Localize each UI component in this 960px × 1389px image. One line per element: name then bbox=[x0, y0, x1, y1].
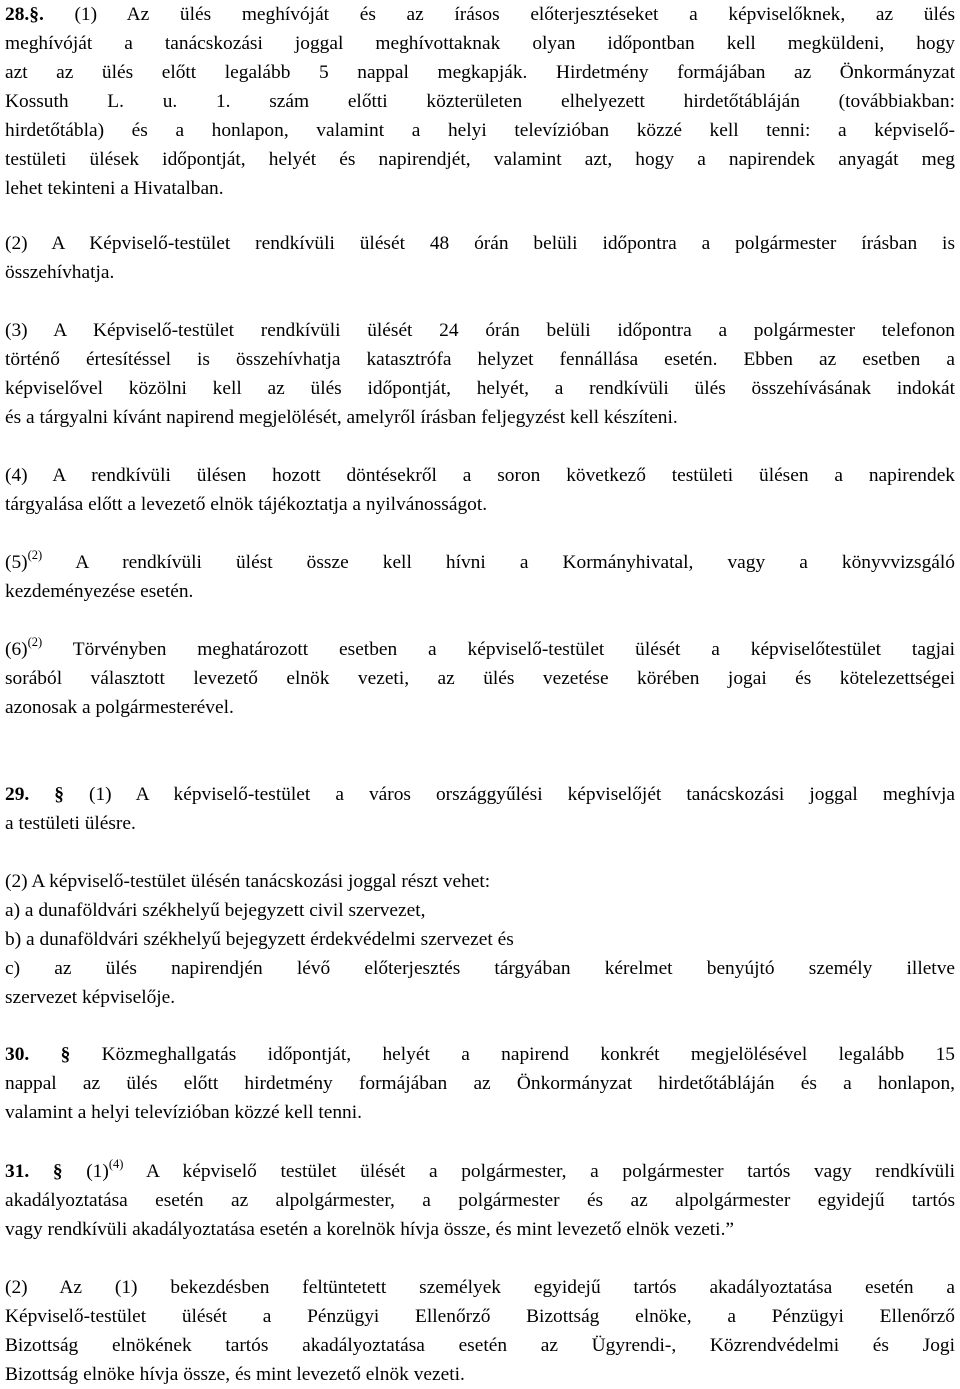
section-31-paragraph-2: (2) Az (1) bekezdésben feltüntetett személyek egyidejű tartós akadályoztatása esetén a Képviselő-testület ülését a Pénzügyi Ellenőrző Bizottság elnöke, a Pénzügyi Ellenőrző Bizottság elnökének tartós akadályoztatása esetén az Ügyrendi-, Közrendvédelmi és Jogi Bizottság elnöke hívja össze, és mint levezető elnök vezeti. bbox=[5, 1277, 955, 1385]
section-28-paragraph-4: (4) A rendkívüli ülésen hozott döntésekről a soron következő testületi ülésen a napirendek tárgyalása előtt a levezető elnök tájékoztatja a nyilvánosságot. bbox=[5, 465, 955, 515]
list-item: c) az ülés napirendjén lévő előterjesztés tárgyában kérelmet benyújtó személy illetve bbox=[5, 958, 955, 979]
section-sign: § bbox=[54, 784, 64, 805]
section-number: 30. bbox=[5, 1044, 30, 1065]
footnote-reference: (2) bbox=[27, 548, 43, 562]
section-sign: § bbox=[52, 1161, 63, 1182]
section-28-paragraph-6: $(6)^{(2)}$ Törvényben meghatározott esetben a képviselő-testület ülését a képviselőtestület tagjai sorából választott levezető elnök vezeti, az ülés vezetése körében jogai és kötelezettségei azonosak a polgármesterével. bbox=[5, 635, 955, 718]
list-item: a) a dunaföldvári székhelyű bejegyzett civil szervezet, bbox=[5, 900, 426, 921]
section-number: 31. bbox=[5, 1161, 30, 1182]
section-29-paragraph-2: (2) A képviselő-testület ülésén tanácskozási joggal részt vehet: a) a dunaföldvári székhelyű bejegyzett civil szervezet, b) a dunaföldvári székhelyű bejegyzett érdekvédelmi szervezet és c) az ülés napirendjén lévő előterjesztés tárgyában kérelmet benyújtó személy illetve szervezet képviselője. bbox=[5, 871, 955, 1008]
section-sign: §. bbox=[29, 4, 44, 25]
section-28-paragraph-1: 28.§. (1) Az ülés meghívóját és az írásos előterjesztéseket a képviselőknek, az ülés meghívóját a tanácskozási joggal meghívottaknak olyan időpontban kell megküldeni, hogy azt az ülés előtt legalább 5 nappal megkapják. Hirdetmény formájában az Önkormányzat Kossuth L. u. 1. szám előtti közterületen elhelyezett hirdetőtábláján (továbbiakban: hirdetőtábla) és a honlapon, valamint a helyi televízióban közzé kell tenni: a képviselő- testületi ülések időpontját, helyét és napirendjét, valamint azt, hogy a napirendek anyagát meg lehet tekinteni a Hivatalban. bbox=[5, 4, 955, 199]
section-28-paragraph-3: (3) A Képviselő-testület rendkívüli ülését 24 órán belüli időpontra a polgármester telefonon történő értesítéssel is összehívhatja katasztrófa helyzet fennállása esetén. Ebben az esetben a képviselővel közölni kell az ülés időpontját, helyét, a rendkívüli ülés összehívásának indokát és a tárgyalni kívánt napirend megjelölését, amelyről írásban feljegyzést kell készíteni. bbox=[5, 320, 955, 428]
list-item: b) a dunaföldvári székhelyű bejegyzett érdekvédelmi szervezet és bbox=[5, 929, 514, 950]
footnote-reference: (4) bbox=[108, 1157, 124, 1171]
section-28-paragraph-5: $(5)^{(2)}$ A rendkívüli ülést össze kell hívni a Kormányhivatal, vagy a könyvvizsgáló kezdeményezése esetén. bbox=[5, 548, 955, 602]
section-30: 30. § Közmeghallgatás időpontját, helyét a napirend konkrét megjelölésével legalább 15 nappal az ülés előtt hirdetmény formájában az Önkormányzat hirdetőtábláján és a honlapon, valamint a helyi televízióban közzé kell tenni. bbox=[5, 1044, 955, 1123]
section-29-paragraph-1: 29. § (1) A képviselő-testület a város országgyűlési képviselőjét tanácskozási joggal meghívja a testületi ülésre. bbox=[5, 784, 955, 834]
section-31-paragraph-1: 31. § $(1)^{(4)}$ A képviselő testület ülését a polgármester, a polgármester tartós vagy rendkívüli akadályoztatása esetén az alpolgármester, a polgármester és az alpolgármester egyidejű tartós vagy rendkívüli akadályoztatása esetén a korelnök hívja össze, és mint levezető elnök vezeti.” bbox=[5, 1157, 955, 1240]
section-sign: § bbox=[60, 1044, 71, 1065]
footnote-reference: (2) bbox=[27, 635, 43, 649]
section-number: 28. bbox=[5, 4, 30, 25]
section-number: 29. bbox=[5, 784, 30, 805]
section-28-paragraph-2: (2) A Képviselő-testület rendkívüli ülését 48 órán belüli időpontra a polgármester írásban is összehívhatja. bbox=[5, 233, 955, 283]
